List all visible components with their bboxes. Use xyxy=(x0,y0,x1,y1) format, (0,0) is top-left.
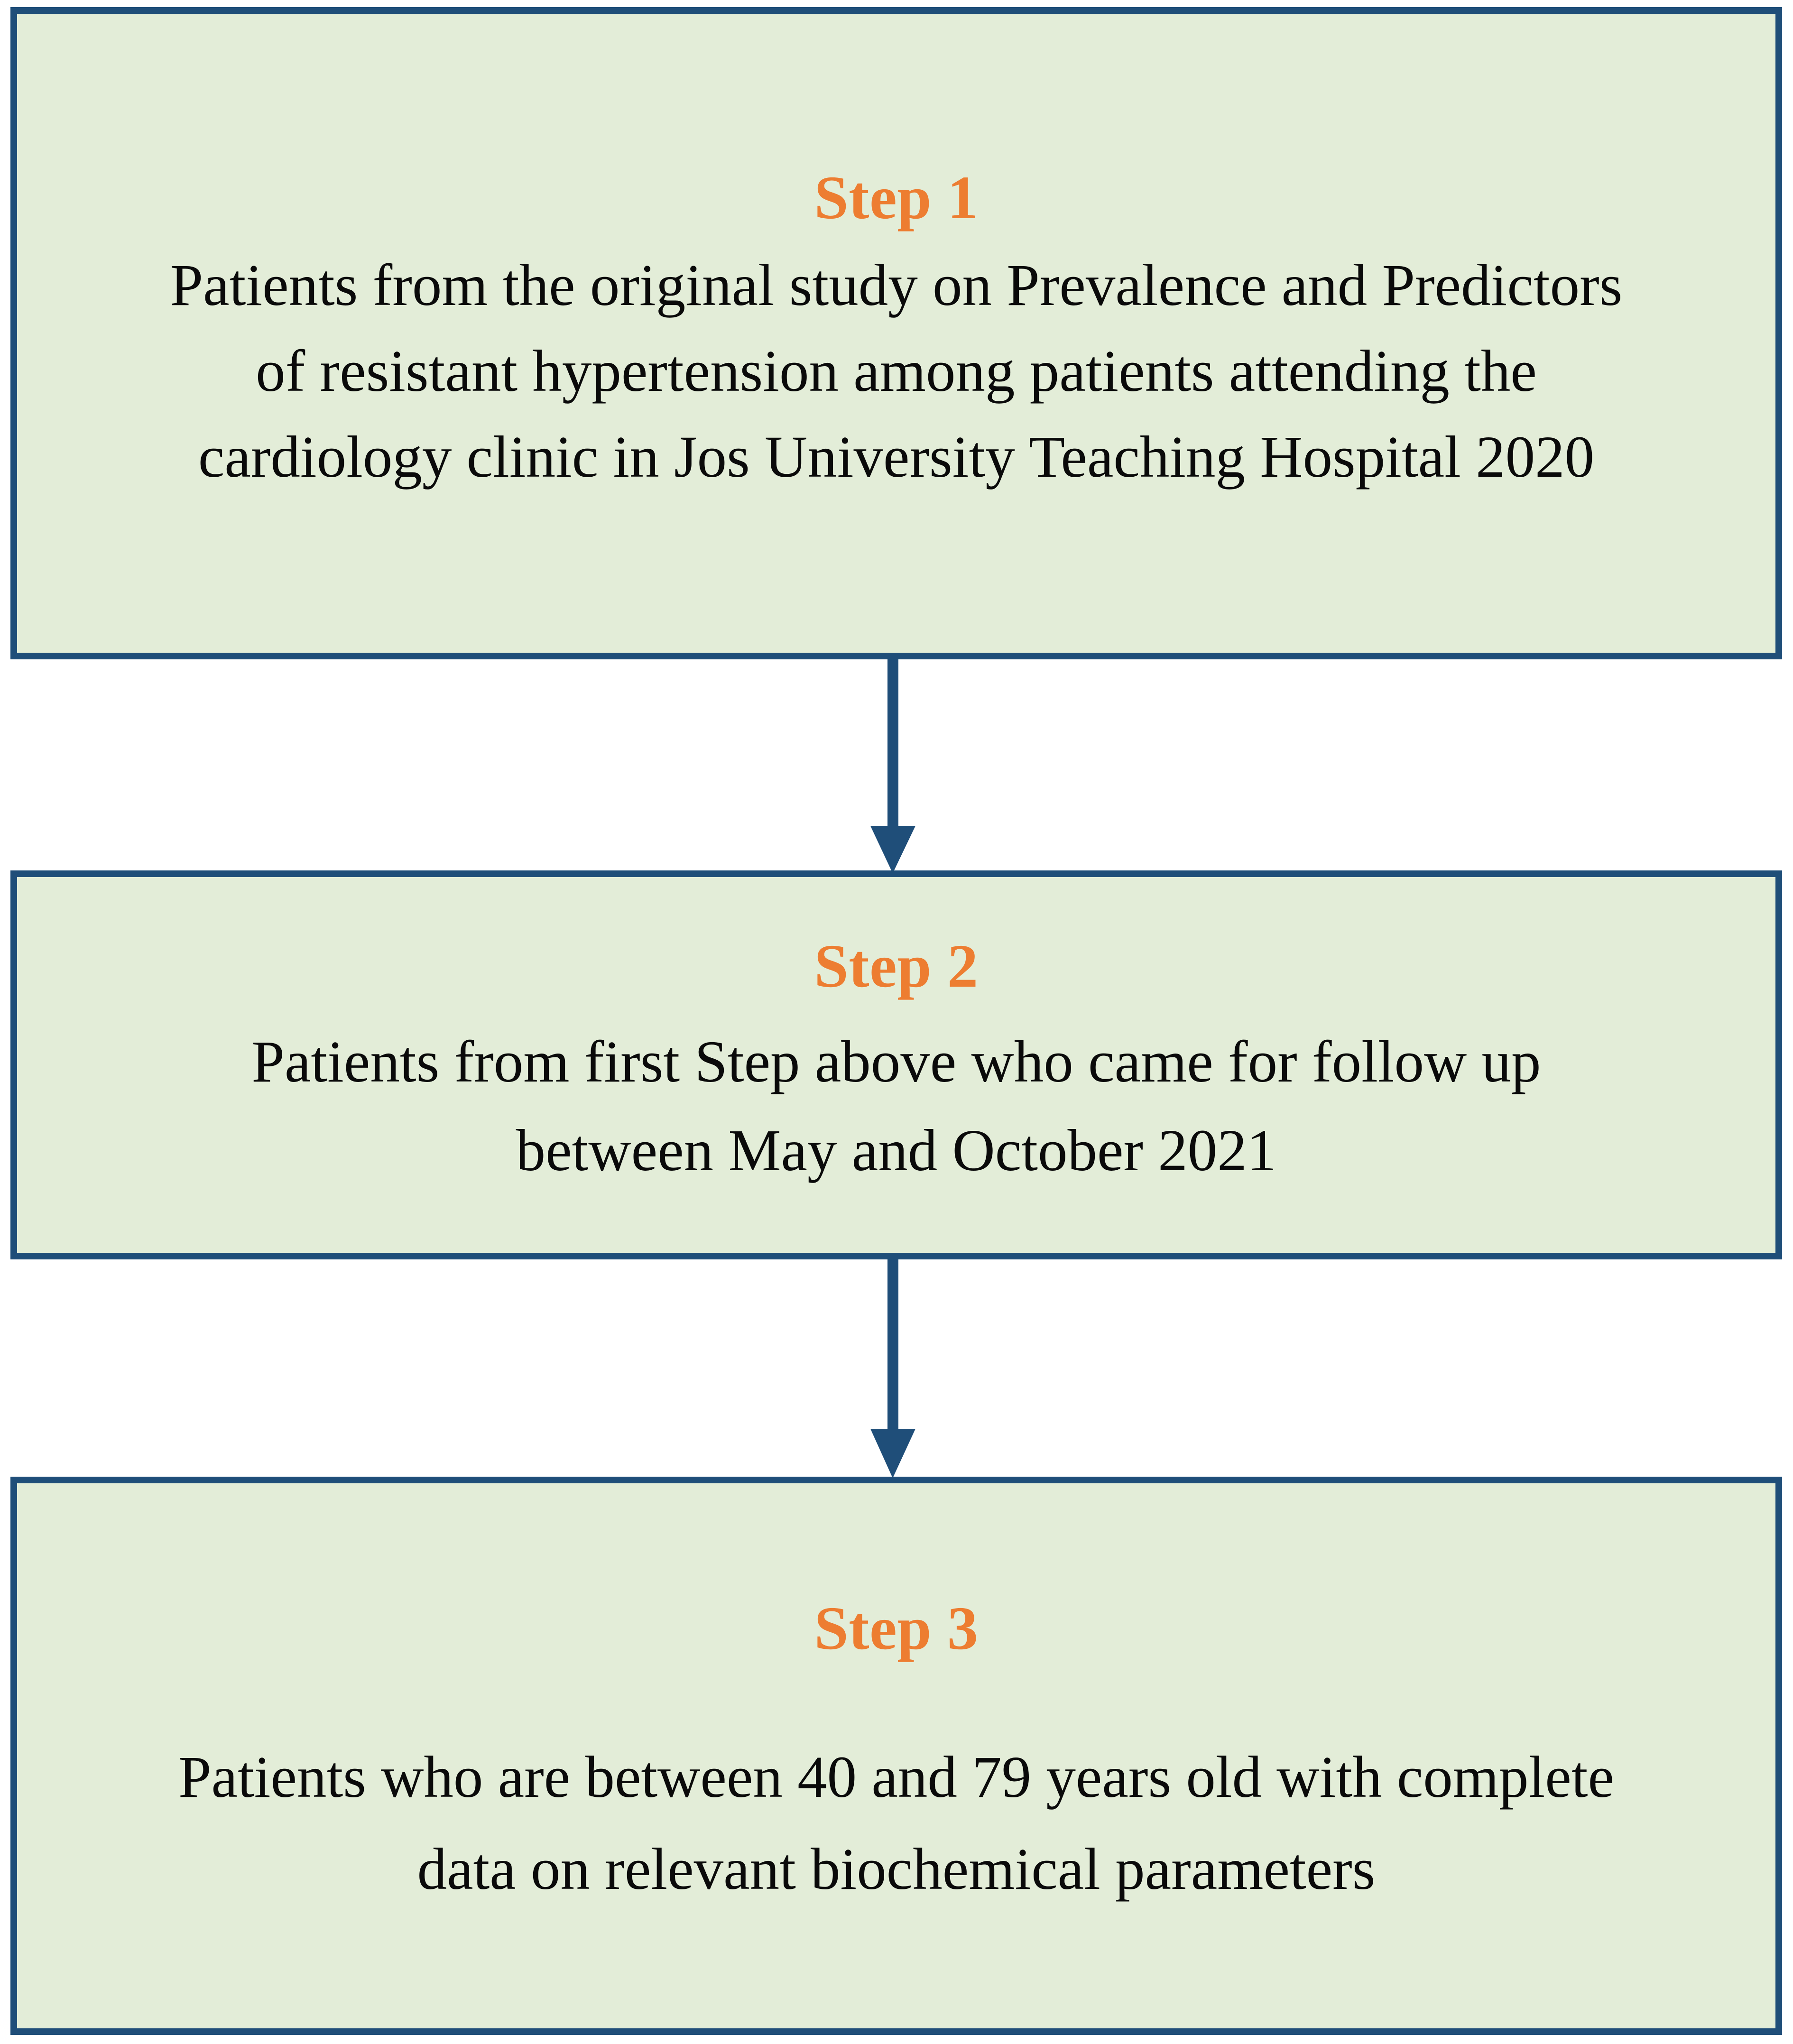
step-1-body-text: Patients from the original study on Prevalence and Predictors of resistant hypertension among patients attending the cardiology clinic in Jos University Teaching Hospital 2020 xyxy=(170,252,1623,490)
connector-arrow-step2-to-step3 xyxy=(0,1257,1793,1480)
step-3-body-text: Patients who are between 40 and 79 years old with complete data on relevant biochemical parameters xyxy=(178,1745,1614,1902)
step-box-2 xyxy=(10,870,1782,1259)
step-box-1 xyxy=(10,7,1782,659)
down-arrow-icon xyxy=(0,657,1793,873)
step-box-3 xyxy=(10,1477,1782,2035)
step-2-body-text: Patients from first Step above who came for follow up between May and October 2021 xyxy=(251,1029,1541,1184)
step-2-label: Step 2 xyxy=(814,932,979,1001)
connector-arrow-step1-to-step2 xyxy=(0,657,1793,873)
step-3-label: Step 3 xyxy=(814,1594,979,1663)
down-arrow-icon xyxy=(0,1257,1793,1480)
step-1-label: Step 1 xyxy=(814,164,979,232)
